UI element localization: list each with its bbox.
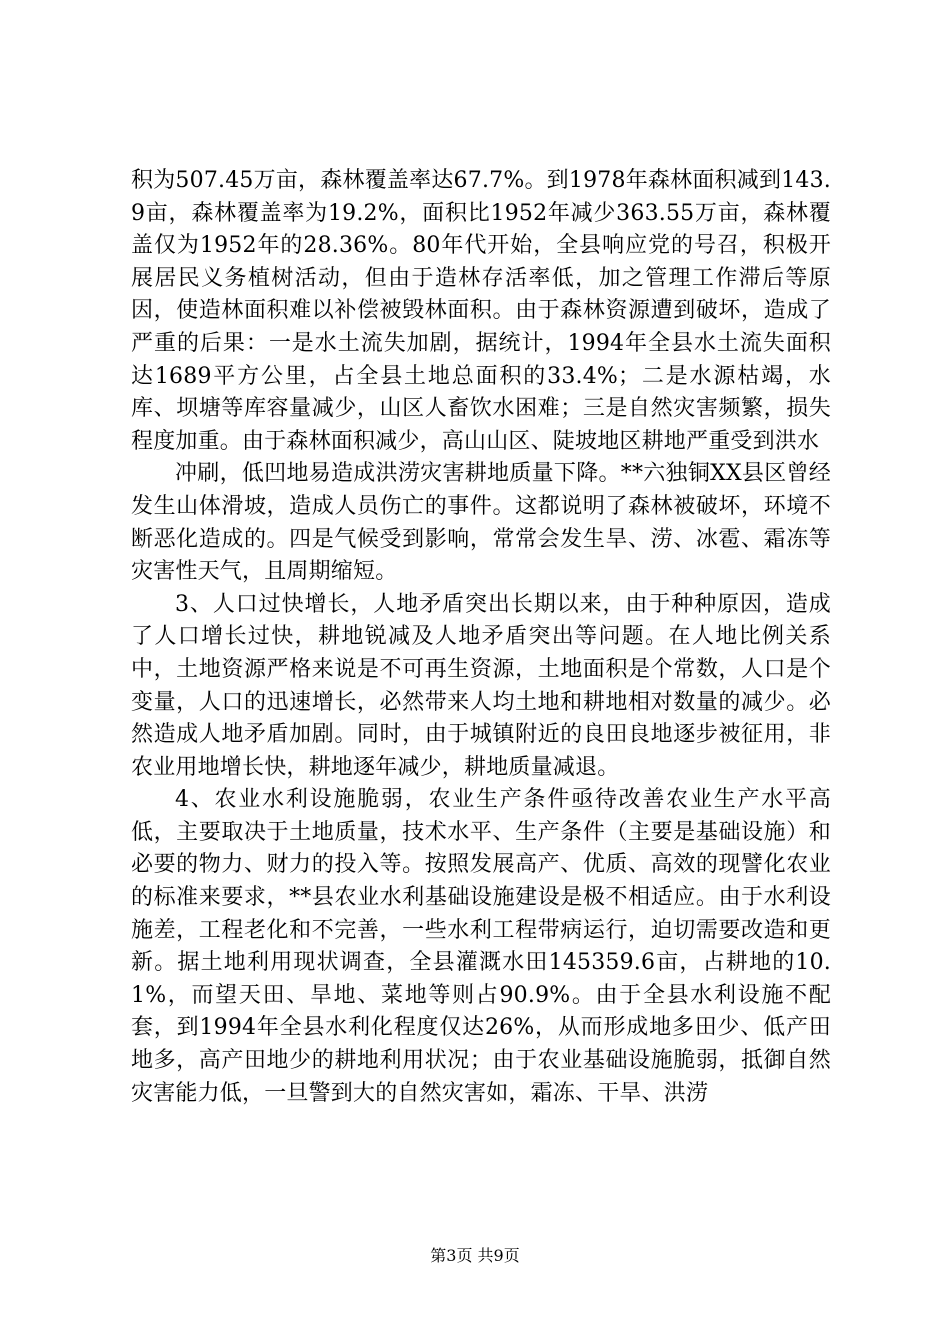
paragraph-2: 冲刷，低凹地易造成洪涝灾害耕地质量下降。**六独铜XX县区曾经发生山体滑坡，造成人员伤亡的事件。这都说明了森林被破坏，环境不断恶化造成的。四是气候受到影响，常常会发生旱、涝、冰雹、霜冻等灾害性天气，且周期缩短。	[131, 461, 831, 585]
page-footer: 第3页 共9页	[430, 1246, 520, 1265]
paragraph-4: 4、农业水利设施脆弱，农业生产条件亟待改善农业生产水平高低，主要取决于土地质量，技术水平、生产条件（主要是基础设施）和必要的物力、财力的投入等。按照发展高产、优质、高效的现譬化农业的标准来要求，**县农业水利基础设施建设是极不相适应。由于水利设施差，工程老化和不完善，一些水利工程带病运行，迫切需要改造和更新。据土地利用现状调查，全县灌溉水田145359.6亩，占耕地的10.1%，而望天田、旱地、菜地等则占90.9%。由于全县水利设施不配套，到1994年全县水利化程度仅达26%，从而形成地多田少、低产田地多，高产田地少的耕地利用状况；由于农业基础设施脆弱，抵御自然灾害能力低，一旦警到大的自然灾害如，霜冻、干旱、洪涝	[131, 787, 831, 1106]
paragraph-3: 3、人口过快增长，人地矛盾突出长期以来，由于种种原因，造成了人口增长过快，耕地锐减及人地矛盾突出等问题。在人地比例关系中，土地资源严格来说是不可再生资源，土地面积是个常数，人口是个变量，人口的迅速增长，必然带来人均土地和耕地相对数量的减少。必然造成人地矛盾加剧。同时，由于城镇附近的良田良地逐步被征用，非农业用地增长快，耕地逐年减少，耕地质量减退。	[131, 591, 831, 780]
document-body	[131, 165, 831, 1110]
paragraph-1: 积为507.45万亩，森林覆盖率达67.7%。到1978年森林面积减到143.9亩，森林覆盖率为19.2%，面积比1952年减少363.55万亩，森林覆盖仅为1952年的28.36%。80年代开始，全县响应党的号召，积极开展居民义务植树活动，但由于造林存活率低，加之管理工作滞后等原因，使造林面积难以补偿被毁林面积。由于森林资源遭到破坏，造成了严重的后果：一是水土流失加剧，据统计，1994年全县水土流失面积达1689平方公里，占全县土地总面积的33.4%；二是水源枯竭，水库、坝塘等库容量减少，山区人畜饮水困难；三是自然灾害频繁，损失程度加重。由于森林面积减少，高山山区、陡坡地区耕地严重受到洪水	[131, 168, 831, 454]
